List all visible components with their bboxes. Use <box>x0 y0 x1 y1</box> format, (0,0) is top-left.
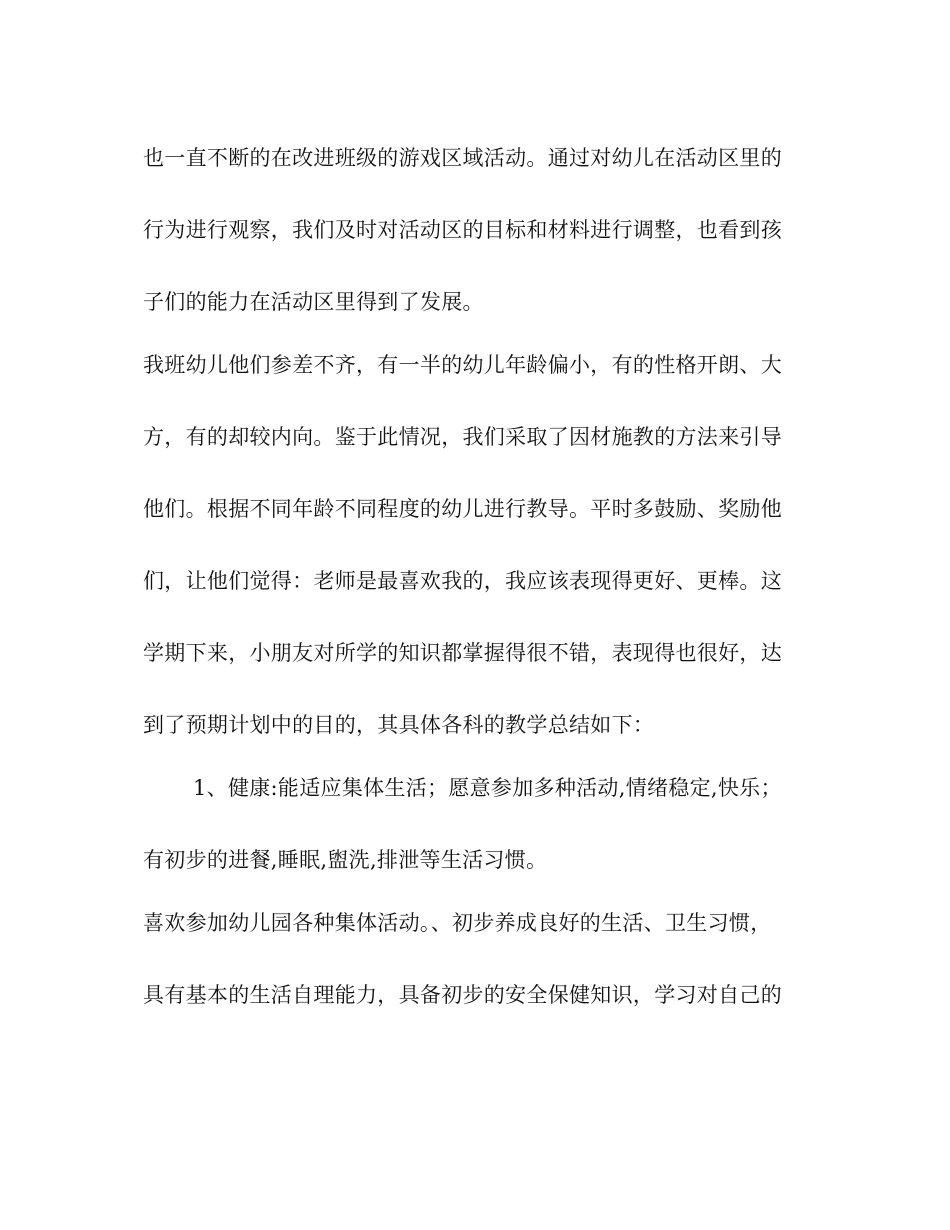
text-line-9: 到了预期计划中的目的，其具体各科的教学总结如下： <box>143 713 655 737</box>
text-line-13: 具有基本的生活自理能力，具备初步的安全保健知识，学习对自己的 <box>143 983 782 1007</box>
text-line-3: 子们的能力在活动区里得到了发展。 <box>143 290 484 314</box>
text-line-4: 我班幼儿他们参差不齐，有一半的幼儿年龄偏小，有的性格开朗、大 <box>143 353 782 377</box>
text-line-7: 们，让他们觉得：老师是最喜欢我的，我应该表现得更好、更棒。这 <box>143 569 782 593</box>
text-line-12: 喜欢参加幼儿园各种集体活动。、初步养成良好的生活、卫生习惯， <box>143 911 772 935</box>
text-line-5: 方，有的却较内向。鉴于此情况，我们采取了因材施教的方法来引导 <box>143 425 782 449</box>
text-line-8: 学期下来，小朋友对所学的知识都掌握得很不错，表现得也很好，达 <box>143 641 782 665</box>
text-line-2: 行为进行观察，我们及时对活动区的目标和材料进行调整，也看到孩 <box>143 218 782 242</box>
text-line-6: 他们。根据不同年龄不同程度的幼儿进行教导。平时多鼓励、奖励他 <box>143 497 782 521</box>
text-line-11: 有初步的进餐,睡眠,盥洗,排泄等生活习惯。 <box>143 848 548 872</box>
text-line-1: 也一直不断的在改进班级的游戏区域活动。通过对幼儿在活动区里的 <box>143 146 782 170</box>
text-line-10: 1、健康:能适应集体生活；愿意参加多种活动,情绪稳定,快乐； <box>193 776 782 800</box>
